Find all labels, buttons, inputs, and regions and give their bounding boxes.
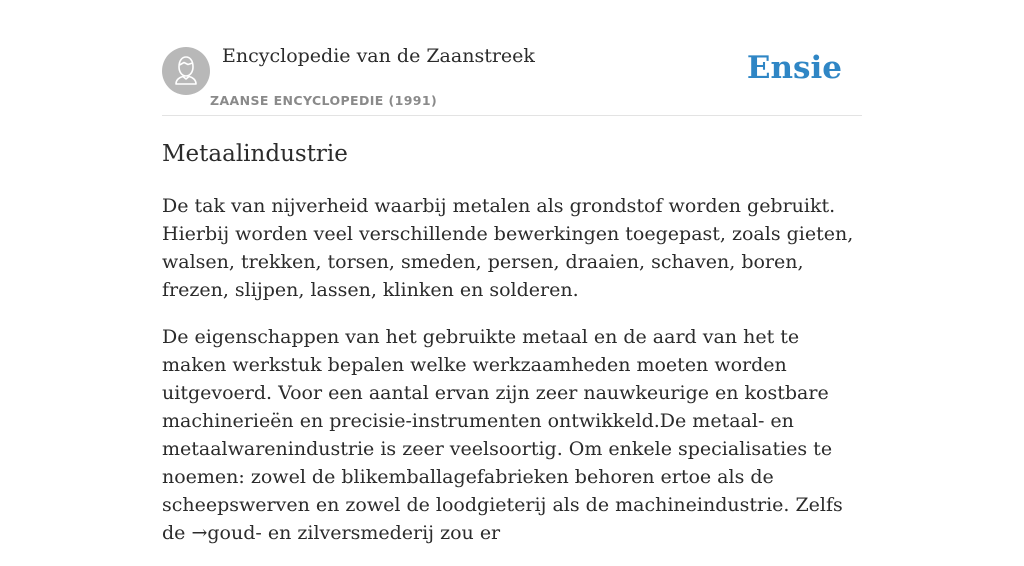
article-paragraph — [162, 323, 862, 547]
paragraph-text: en zilversmederij zou er — [261, 522, 501, 544]
user-icon — [162, 47, 210, 95]
paragraph-text: De eigenschappen van het gebruikte metaal en de aard van het te maken werkstuk bepalen welke werkzaamheden moeten worden uitgevoerd. Voor een aantal ervan zijn zeer nauwkeurige en kostbare machinerieën en precisie-instrumenten ontwikkeld.De metaal- en metaalwarenindustrie is zeer veelsoortig. Om enkele specialisaties te noemen: zowel de blikemballagefabrieken behoren ertoe als de scheepswerven en zowel de loodgieterij als de machineindustrie. Zelfs de — [162, 326, 843, 544]
article — [162, 138, 862, 566]
source-name[interactable]: Encyclopedie van de Zaanstreek — [222, 45, 535, 67]
cross-reference-link[interactable]: →goud- — [191, 522, 262, 544]
article-title: Metaalindustrie — [162, 141, 348, 167]
ensie-logo[interactable]: Ensie — [746, 50, 842, 86]
source-avatar[interactable] — [162, 47, 210, 95]
article-paragraph: De tak van nijverheid waarbij metalen als grondstof worden gebruikt. Hierbij worden veel verschillende bewerkingen toegepast, zoals gieten, walsen, trekken, torsen, smeden, persen, draaien, schaven, boren, frezen, slijpen, lassen, klinken en solderen. — [162, 195, 854, 301]
source-header — [162, 0, 862, 116]
source-subtitle: ZAANSE ENCYCLOPEDIE (1991) — [210, 93, 438, 108]
